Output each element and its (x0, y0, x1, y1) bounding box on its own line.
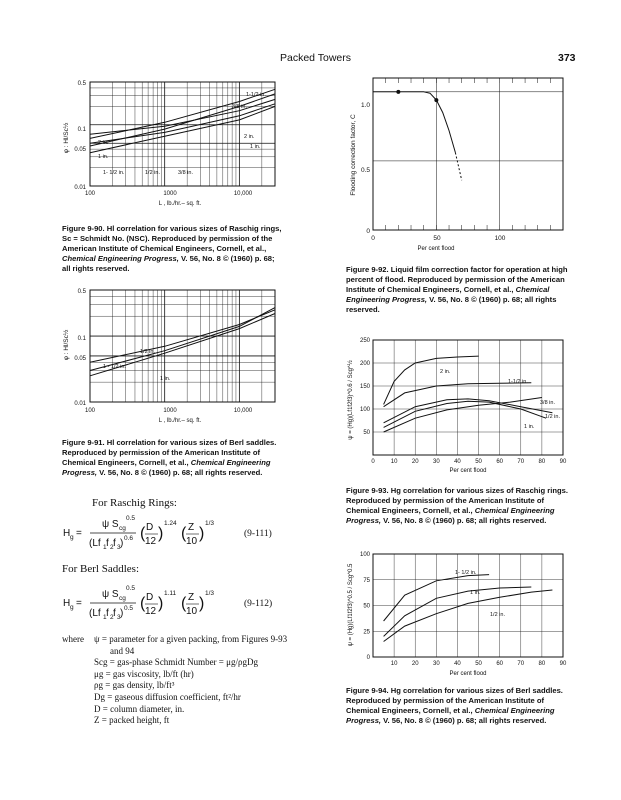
y-tick-label: 50 (363, 430, 370, 436)
x-tick-label: 20 (411, 459, 419, 465)
fig92-xlabel: Per cent flood (417, 246, 455, 252)
svg-text:ψ S: ψ S (102, 589, 119, 600)
fig93-label: 1-1/2 in. (508, 379, 528, 385)
svg-text:Z: Z (188, 592, 195, 603)
fig91-ytick: 0.01 (74, 401, 86, 407)
x-tick-label: 20 (411, 661, 419, 667)
svg-text:10: 10 (186, 536, 198, 547)
fig90-xlabel: L , lb./hr.– sq. ft. (158, 201, 202, 207)
fig92-xtick: 0 (371, 235, 375, 242)
svg-text:D: D (146, 592, 154, 603)
definition-item: Dg = gaseous diffusion coefficient, ft²/hr (94, 691, 241, 702)
svg-text:): ) (199, 525, 205, 542)
x-tick-label: 10 (390, 661, 398, 667)
fig91-ytick: 0.5 (77, 289, 86, 295)
fig91-label: 1 in. (160, 376, 171, 382)
fig92-xtick: 50 (433, 235, 441, 242)
x-tick-label: 30 (432, 661, 440, 667)
svg-text:0.5: 0.5 (126, 585, 136, 592)
x-tick-label: 50 (475, 661, 482, 667)
svg-text:H: H (63, 598, 71, 609)
definition-item: ψ = parameter for a given packing, from Figures 9-93 (94, 634, 288, 644)
svg-text:Z: Z (188, 522, 195, 533)
fig90-label: 2 in. (244, 134, 255, 140)
svg-text:D: D (146, 522, 154, 533)
figure-9-94-caption: Figure 9-94. Hg correlation for various sizes of Berl saddles. Reproduced by permission of the American Institute of Chemical Engineers, Cornell, et al., Chemical Engineering Progress, V. 56, No. 8 © (1960) p. 68; all rights reserved. (346, 686, 563, 725)
x-tick-label: 60 (496, 459, 504, 465)
svg-text:): ) (120, 538, 124, 549)
fig93-xlabel: Per cent flood (449, 468, 487, 474)
running-header: Packed Towers (280, 52, 352, 64)
svg-text:ψ S: ψ S (102, 519, 119, 530)
svg-text:): ) (120, 608, 124, 619)
svg-text:0.5: 0.5 (126, 515, 136, 522)
figure-9-91-caption: Figure 9-91. Hl correlation for various sizes of Berl saddles. Reproduced by permission of the American Institute of Chemical Engineers, Cornell, et al., Chemical Engineering Progress, V. 56, No. 8 © (1960) p. 68; all rights reserved. (62, 438, 277, 477)
fig91-label: 1 - 1/2 in. (103, 364, 126, 370)
fig92-ylabel: Flooding correction factor, C (350, 114, 357, 196)
x-tick-label: 30 (432, 459, 440, 465)
svg-text:f: f (113, 608, 116, 619)
definition-item: and 94 (110, 645, 135, 656)
fig90-label: 1 in. (250, 144, 261, 150)
fig92-ytick: 1.0 (360, 102, 370, 109)
definition-item: μg = gas viscosity, lb/ft (hr) (94, 668, 194, 679)
svg-text:(: ( (140, 525, 146, 542)
svg-text:1/3: 1/3 (205, 520, 215, 527)
fig91-label: 1/2 in. (140, 349, 155, 355)
fig90-ytick: 0.1 (77, 127, 86, 133)
fig91-ylabel: φ : Hl/Sc½ (63, 329, 70, 361)
fig90-ytick: 0.05 (74, 147, 86, 153)
svg-text:(Lf: (Lf (89, 608, 101, 619)
fig93-label: 1 in. (524, 424, 535, 430)
x-tick-label: 60 (496, 661, 504, 667)
raschig-heading: For Raschig Rings: (92, 497, 177, 509)
definition-item: Scg = gas-phase Schmidt Number = μg/ρgDg (94, 657, 258, 668)
x-tick-label: 0 (371, 459, 375, 465)
svg-text:cg: cg (119, 525, 126, 532)
x-tick-label: 90 (559, 459, 567, 465)
svg-text:=: = (76, 598, 82, 609)
equation-9-111-number: (9-111) (244, 529, 272, 539)
svg-text:f: f (106, 608, 109, 619)
svg-text:f: f (113, 538, 116, 549)
definition-item: Z = packed height, ft (94, 715, 170, 726)
svg-text:2: 2 (110, 614, 114, 621)
fig93-label: 2 in. (440, 369, 451, 375)
svg-text:): ) (158, 525, 164, 542)
fig90-label: 2 in. (98, 140, 109, 146)
svg-text:3: 3 (117, 614, 121, 621)
svg-text:1/3: 1/3 (205, 590, 215, 597)
svg-text:2: 2 (110, 544, 114, 551)
svg-text:cg: cg (119, 595, 126, 602)
berl-heading: For Berl Saddles: (62, 563, 139, 575)
fig90-ylabel: φ : Hl/Sc½ (63, 122, 70, 154)
svg-text:): ) (199, 595, 205, 612)
fig92-xtick: 100 (494, 235, 506, 242)
fig90-label: 3/8 in. (232, 104, 247, 110)
svg-text:(: ( (181, 525, 187, 542)
fig93-label: 3/8 in. (540, 400, 555, 406)
x-tick-label: 80 (538, 459, 546, 465)
fig91-ytick: 0.1 (77, 336, 86, 342)
svg-text:1: 1 (103, 614, 107, 621)
svg-text:(Lf: (Lf (89, 538, 101, 549)
x-tick-label: 40 (454, 661, 461, 667)
y-tick-label: 150 (359, 384, 370, 390)
y-tick-label: 75 (363, 577, 370, 584)
figure-9-93-caption: Figure 9-93. Hg correlation for various sizes of Raschig rings. Reproduced by permission of the American Institute of Chemical Engineers, Cornell, et al., Chemical Engineering Progress, V. 56, No. 8 © (1960) p. 68; all rights reserved. (346, 486, 568, 525)
fig90-label: 1/2 in. (145, 170, 160, 176)
svg-text:10: 10 (186, 606, 198, 617)
x-tick-label: 10 (390, 459, 398, 465)
y-tick-label: 250 (359, 338, 370, 344)
fig91-xtick: 100 (84, 408, 96, 414)
y-tick-label: 100 (359, 552, 370, 558)
page-number: 373 (558, 52, 576, 64)
x-tick-label: 80 (538, 661, 546, 667)
x-tick-label: 40 (454, 459, 461, 465)
svg-text:12: 12 (145, 536, 157, 547)
svg-text:0.6: 0.6 (124, 535, 134, 542)
fig90-xtick: 100 (84, 191, 96, 197)
fig90-label: 3/8 in. (178, 170, 193, 176)
where-label: where (62, 634, 84, 644)
y-tick-label: 200 (359, 361, 370, 367)
svg-text:12: 12 (145, 606, 157, 617)
fig91-ytick: 0.05 (74, 356, 86, 362)
svg-text:H: H (63, 528, 71, 539)
y-tick-label: 50 (363, 603, 370, 610)
svg-text:=: = (76, 528, 82, 539)
definition-list (94, 634, 294, 727)
svg-text:(: ( (140, 595, 146, 612)
definition-item: ρg = gas density, lb/ft³ (94, 680, 175, 691)
svg-text:1: 1 (103, 544, 107, 551)
svg-text:(: ( (181, 595, 187, 612)
fig91-xtick: 1000 (163, 408, 177, 414)
svg-text:1.11: 1.11 (164, 590, 177, 597)
x-tick-label: 70 (517, 661, 525, 667)
fig92-ytick: 0 (366, 228, 370, 235)
svg-text:g: g (70, 534, 74, 541)
x-tick-label: 50 (475, 459, 482, 465)
fig93-label: 1/2 in. (545, 414, 560, 420)
x-tick-label: 90 (559, 661, 567, 667)
fig94-xlabel: Per cent flood (449, 671, 487, 677)
fig90-label: 1- 1/2 in. (103, 170, 125, 176)
y-tick-label: 25 (363, 629, 370, 636)
fig94-ylabel: ψ = (Hg)(Lf1f2f3)^0.5 / Scg^0.5 (348, 563, 354, 647)
fig90-xtick: 1000 (163, 191, 177, 197)
y-tick-label: 100 (359, 407, 370, 413)
svg-text:f: f (106, 538, 109, 549)
fig90-label: 1 in. (98, 154, 109, 160)
svg-text:1.24: 1.24 (164, 520, 177, 527)
figure-9-92-caption: Figure 9-92. Liquid film correction factor for operation at high percent of flood. Reproduced by permission of the American Institute of Chemical Engineers, Cornell, et al., Chemical Engineering Progress, V. 56, No. 8 © (1960) p. 68; all rights reserved. (346, 265, 568, 314)
fig90-xtick: 10,000 (233, 191, 253, 197)
fig90-ytick: 0.5 (77, 81, 86, 87)
svg-text:3: 3 (117, 544, 121, 551)
y-tick-label: 0 (366, 655, 370, 661)
svg-text:0.5: 0.5 (124, 605, 134, 612)
svg-text:): ) (158, 595, 164, 612)
equation-9-112-number: (9-112) (244, 599, 273, 609)
definition-item: D = column diameter, in. (94, 703, 185, 714)
svg-text:g: g (70, 604, 74, 611)
fig94-label: 1/2 in. (490, 612, 505, 618)
fig90-ytick: 0.01 (74, 185, 86, 191)
fig90-label: 1-1/2 in. (246, 92, 266, 98)
figure-9-90-caption: Figure 9-90. Hl correlation for various sizes of Raschig rings, Sc = Schmidt No. (NSC). Reproduced by permission of the American Institute of Chemical Engineers, Cornell, et al., Chemical Engineering Progress, V. 56, No. 8 © (1960) p. 68; all rights reserved. (62, 224, 282, 273)
fig91-xlabel: L , lb./hr.– sq. ft. (158, 418, 202, 424)
fig91-xtick: 10,000 (233, 408, 253, 414)
fig94-label: 1- 1/2 in. (455, 570, 477, 576)
fig93-ylabel: ψ = (Hg)(Lf1f2f3)^0.6 / Scg^½ (348, 360, 354, 440)
x-tick-label: 70 (517, 459, 525, 465)
fig94-label: 1 in. (470, 590, 481, 596)
fig92-ytick: 0.5 (360, 167, 370, 174)
